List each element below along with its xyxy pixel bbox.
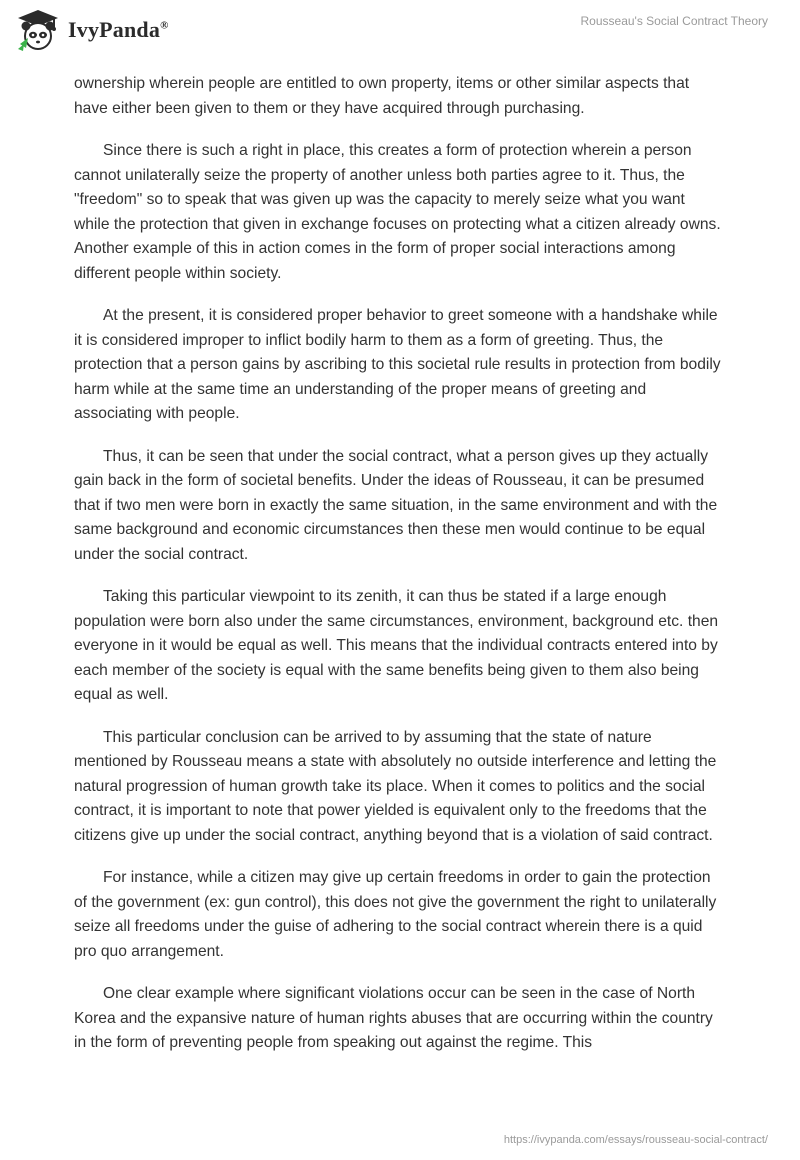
paragraph: Taking this particular viewpoint to its zenith, it can thus be stated if a large enough population were born also under the same circumstances, environment, background etc. then everyone in it would be equal as well. This means that the individual contracts entered into by each member of the society is equal with the same benefits being given to them also being equal as well. bbox=[74, 588, 719, 703]
paragraph: At the present, it is considered proper behavior to greet someone with a handshake while it is considered improper to inflict bodily harm to them as a form of greeting. Thus, the protection that a person gains by ascribing to this societal rule results in protection from bodily harm while at the same time an understanding of the proper means of greeting and associating with people. bbox=[74, 307, 721, 422]
panda-graduate-icon bbox=[14, 8, 62, 52]
paragraph: One clear example where significant violations occur can be seen in the case of North Korea and the expansive nature of human rights abuses that are occurring within the country in the form of preventing people from speaking out against the regime. This bbox=[74, 985, 713, 1051]
brand-name: IvyPanda® bbox=[68, 17, 169, 42]
source-url[interactable]: https://ivypanda.com/essays/rousseau-social-contract/ bbox=[503, 1134, 768, 1146]
page-header bbox=[0, 0, 800, 66]
paragraph: For instance, while a citizen may give up certain freedoms in order to gain the protection of the government (ex: gun control), this does not give the government the right to unilaterally seize all freedoms under the guise of adhering to the social contract wherein there is a quid pro quo arrangement. bbox=[74, 869, 717, 960]
paragraph: ownership wherein people are entitled to own property, items or other similar aspects that have either been given to them or they have acquired through purchasing. bbox=[74, 75, 690, 117]
paragraph: Thus, it can be seen that under the social contract, what a person gives up they actually gain back in the form of societal benefits. Under the ideas of Rousseau, it can be presumed that if two men were born in exactly the same situation, in the same environment and with the same background and economic circumstances then these men would continue to be equal under the social contract. bbox=[74, 447, 718, 563]
essay-body bbox=[74, 72, 724, 1074]
ivypanda-logo[interactable] bbox=[14, 8, 169, 52]
paragraph: Since there is such a right in place, this creates a form of protection wherein a person cannot unilaterally seize the property of another unless both parties agree to it. Thus, the "freedom" so to speak that was given up was the capacity to merely seize what you want while the protection that given in exchange focuses on protecting what a citizen already owns. Another example of this in action comes in the form of proper social interactions among different people within society. bbox=[74, 142, 721, 282]
paragraph: This particular conclusion can be arrived to by assuming that the state of nature mentioned by Rousseau means a state with absolutely no outside interference and letting the natural progression of human growth take its place. When it comes to politics and the social contract, it is important to note that power yielded is equivalent only to the freedoms that the citizens give up under the social contract, anything beyond that is a violation of said contract. bbox=[74, 728, 717, 844]
document-title: Rousseau's Social Contract Theory bbox=[580, 14, 768, 28]
